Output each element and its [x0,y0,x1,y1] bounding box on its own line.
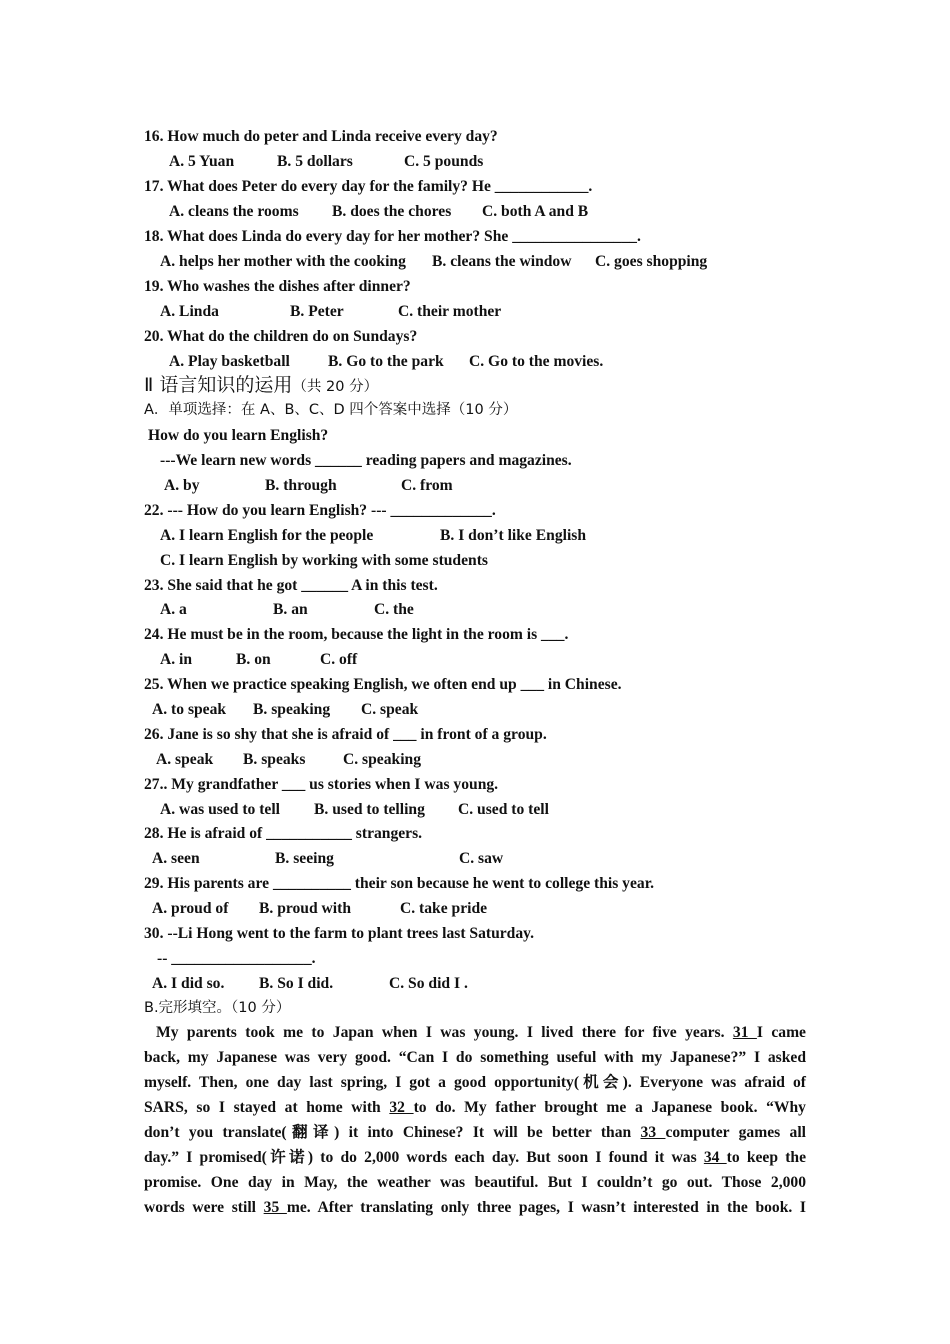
option-a: A. helps her mother with the cooking [160,253,406,270]
question-26-stem: 26. Jane is so shy that she is afraid of ___ in front of a group. [144,726,547,743]
section-2-score: （共 20 分） [292,379,379,395]
question-21-stem: How do you learn English? [148,427,329,444]
option-a: A. to speak [152,701,227,718]
option-a: A. speak [156,751,214,768]
blank-32[interactable]: 32 [389,1099,414,1116]
question-16-stem: 16. How much do peter and Linda receive every day? [144,128,498,145]
option-b: B. seeing [275,850,334,867]
passage-line: promise. One day in May, the weather was beautiful. But I couldn’t go out. Those 2,000 [144,1174,806,1191]
question-27-stem: 27.. My grandfather ___ us stories when I was young. [144,776,499,793]
option-c: C. Go to the movies. [469,353,604,370]
option-b: B. through [265,477,337,494]
option-b: B. on [236,651,271,668]
blank-33[interactable]: 33 [640,1124,666,1141]
question-20-stem: 20. What do the children do on Sundays? [144,328,418,345]
cloze-passage [144,1020,806,1220]
question-22-stem: 22. --- How do you learn English? --- _____________. [144,502,496,519]
option-a: A. seen [152,850,200,867]
part-a-heading: A．单项选择：在 A、B、C、D 四个答案中选择（10 分） [144,402,518,418]
option-b: B. Peter [290,303,344,320]
passage-line: My parents took me to Japan when I was young. I lived there for five years. 31 I came [156,1024,806,1041]
option-c: C. used to tell [458,801,549,818]
section-2-heading [144,373,378,398]
option-c: C. I learn English by working with some students [160,552,488,569]
option-a: A. a [160,601,187,618]
question-24-stem: 24. He must be in the room, because the light in the room is ___. [144,626,569,643]
option-c: C. off [320,651,358,668]
question-30-stem: 30. --Li Hong went to the farm to plant trees last Saturday. [144,925,534,942]
passage-line: myself. Then, one day last spring, I got a good opportunity(机会). Everyone was afraid of [144,1074,806,1091]
option-b: B. speaking [253,701,331,718]
question-29-stem: 29. His parents are __________ their son because he went to college this year. [144,875,655,892]
option-c: C. goes shopping [595,253,708,270]
blank-34[interactable]: 34 [703,1149,727,1166]
option-c: C. 5 pounds [404,153,484,170]
option-a: A. Play basketball [169,353,290,370]
option-c: C. speaking [343,751,421,768]
option-c: C. the [374,601,414,618]
option-a: A. cleans the rooms [169,203,299,220]
option-a: A. I learn English for the people [160,527,374,544]
option-c: C. So did I . [389,975,468,992]
option-a: A. by [164,477,200,494]
option-c: C. saw [459,850,504,867]
blank-35[interactable]: 35 [263,1199,287,1216]
option-c: C. take pride [400,900,488,917]
blank-31[interactable]: 31 [732,1024,757,1041]
question-30-line2: -- __________________. [157,950,316,967]
option-a: A. in [160,651,193,668]
question-28-stem: 28. He is afraid of ___________ strangers. [144,825,423,842]
passage-line: don’t you translate(翻译) it into Chinese? It will be better than 33 computer games all [144,1124,806,1141]
question-21-line2: ---We learn new words ______ reading papers and magazines. [160,452,572,469]
option-b: B. I don’t like English [440,527,587,544]
section-2-title: Ⅱ 语言知识的运用 [144,374,293,396]
passage-line: SARS, so I stayed at home with 32 to do. My father brought me a Japanese book. “Why [144,1099,806,1116]
option-a: A. proud of [152,900,229,917]
option-a: A. was used to tell [160,801,280,818]
option-c: C. both A and B [482,203,589,220]
option-b: B. does the chores [332,203,452,220]
option-b: B. used to telling [314,801,425,818]
option-b: B. Go to the park [328,353,444,370]
option-a: A. 5 Yuan [169,153,235,170]
passage-line: words were still 35 me. After translating only three pages, I wasn’t interested in the book. I [144,1199,806,1216]
option-c: C. their mother [398,303,502,320]
option-b: B. 5 dollars [277,153,353,170]
option-c: C. from [401,477,453,494]
passage-line: day.” I promised(许诺) to do 2,000 words each day. But soon I found it was 34 to keep the [144,1149,807,1166]
option-a: A. Linda [160,303,219,320]
question-25-stem: 25. When we practice speaking English, we often end up ___ in Chinese. [144,676,622,693]
option-b: B. So I did. [259,975,334,992]
option-b: B. cleans the window [432,253,572,270]
question-17-stem: 17. What does Peter do every day for the family? He ____________. [144,178,593,195]
option-b: B. an [273,601,308,618]
option-c: C. speak [361,701,419,718]
option-b: B. speaks [243,751,306,768]
part-b-heading: B.完形填空。（10 分） [144,1000,291,1016]
option-b: B. proud with [259,900,352,917]
question-19-stem: 19. Who washes the dishes after dinner? [144,278,411,295]
option-a: A. I did so. [152,975,225,992]
passage-line: back, my Japanese was very good. “Can I do something useful with my Japanese?” I asked [144,1049,806,1066]
question-23-stem: 23. She said that he got ______ A in this test. [144,577,438,594]
question-18-stem: 18. What does Linda do every day for her mother? She ________________. [144,228,641,245]
